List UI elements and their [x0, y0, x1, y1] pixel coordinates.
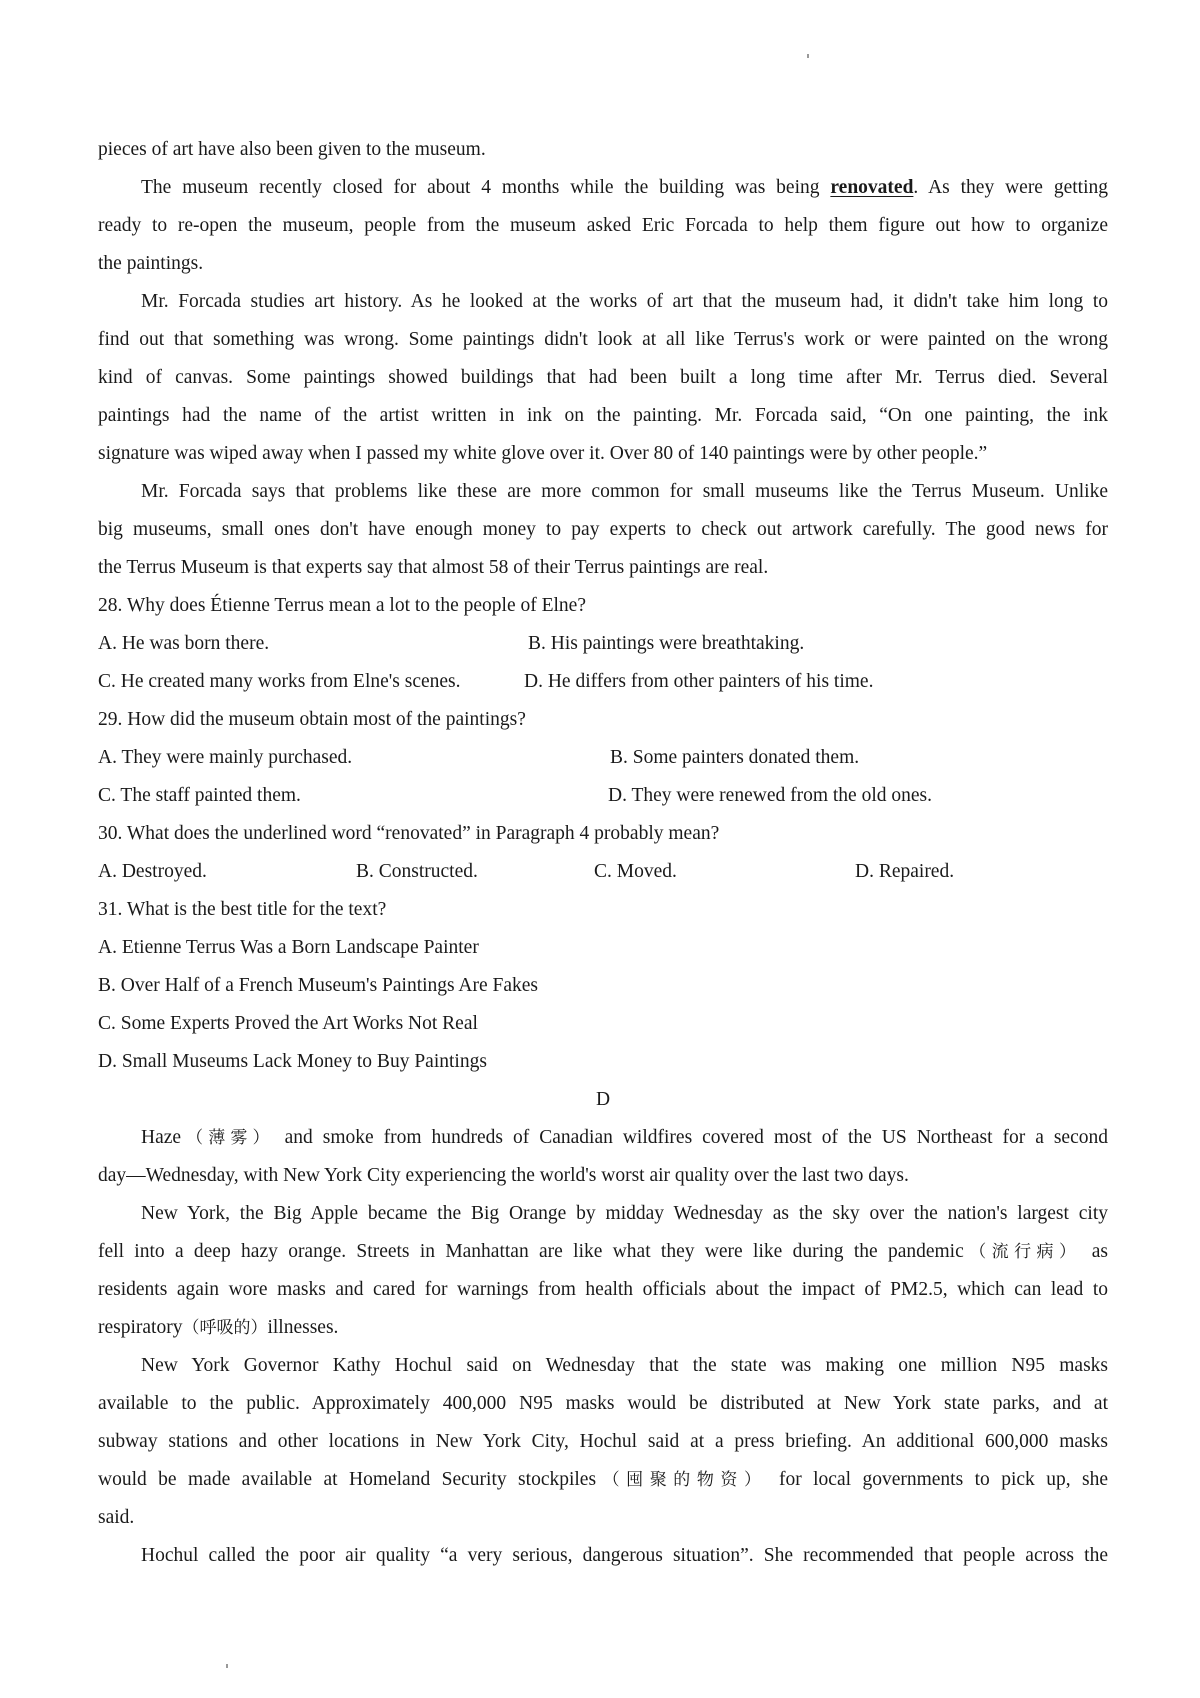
question-31-stem: 31. What is the best title for the text? [98, 899, 387, 920]
passage-d-paragraph-2-line: New York, the Big Apple became the Big Orange by midday Wednesday as the sky over the nation's largest city [141, 1203, 1108, 1224]
question-28-options-row-1 [98, 625, 1108, 663]
passage-d-paragraph-3-line: subway stations and other locations in New York City, Hochul said at a press briefing. An additional 600,000 masks [98, 1431, 1108, 1452]
passage-c-paragraph-end: pieces of art have also been given to the museum. [98, 139, 486, 160]
question-29-stem: 29. How did the museum obtain most of the paintings? [98, 709, 526, 730]
question-30-stem: 30. What does the underlined word “renovated” in Paragraph 4 probably mean? [98, 823, 720, 844]
passage-d-paragraph-1-line: Haze（薄雾） and smoke from hundreds of Canadian wildfires covered most of the US Northeast for a second [141, 1127, 1108, 1148]
passage-d-paragraph-2-line: respiratory（呼吸的）illnesses. [98, 1317, 339, 1338]
passage-c-paragraph-5-line: Mr. Forcada studies art history. As he looked at the works of art that the museum had, it didn't take him long to [141, 291, 1108, 312]
option-d: D. Small Museums Lack Money to Buy Paintings [98, 1051, 487, 1072]
passage-d-paragraph-2-line: fell into a deep hazy orange. Streets in Manhattan are like what they were like during the pandemic（流行病） as [98, 1241, 1109, 1262]
passage-d-paragraph-3-line: available to the public. Approximately 400,000 N95 masks would be distributed at New York state parks, and at [98, 1393, 1108, 1414]
option-c: C. Some Experts Proved the Art Works Not Real [98, 1013, 478, 1034]
option-b: B. Over Half of a French Museum's Paintings Are Fakes [98, 975, 539, 996]
passage-c-paragraph-6-line: Mr. Forcada says that problems like these are more common for small museums like the Terrus Museum. Unlike [141, 481, 1108, 502]
option-d: D. Repaired. [855, 861, 955, 882]
option-b: B. Constructed. [356, 861, 478, 882]
chinese-gloss: （囤聚的物资） [596, 1470, 768, 1490]
passage-c-paragraph-4-line: the paintings. [98, 253, 204, 274]
passage-d-paragraph-3-line: said. [98, 1507, 135, 1528]
option-a: A. Destroyed. [98, 861, 207, 882]
chinese-gloss: （流行病） [963, 1242, 1082, 1262]
passage-d-heading: D [595, 1089, 611, 1110]
question-28-options-row-2 [98, 663, 1108, 701]
option-a: A. They were mainly purchased. [98, 747, 353, 768]
question-29-options-row-1 [98, 739, 1108, 777]
option-b: B. His paintings were breathtaking. [528, 633, 805, 654]
option-a: A. Etienne Terrus Was a Born Landscape Painter [98, 937, 479, 958]
passage-d-paragraph-2-line: residents again wore masks and cared for warnings from health officials about the impact of PM2.5, which can lead to [98, 1279, 1108, 1300]
passage-d-paragraph-3-line: New York Governor Kathy Hochul said on Wednesday that the state was making one million N95 masks [141, 1355, 1108, 1376]
option-d: D. They were renewed from the old ones. [608, 785, 932, 806]
question-28-stem: 28. Why does Étienne Terrus mean a lot to the people of Elne? [98, 595, 586, 616]
passage-c-paragraph-6-line: big museums, small ones don't have enough money to pay experts to check out artwork carefully. The good news for [98, 519, 1108, 540]
chinese-gloss: （薄雾） [181, 1128, 275, 1148]
passage-c-paragraph-5-line: paintings had the name of the artist written in ink on the painting. Mr. Forcada said, “On one painting, the ink [98, 405, 1108, 426]
exam-page [98, 131, 1108, 1575]
underlined-word-renovated: renovated [830, 177, 914, 198]
passage-c-paragraph-5-line: signature was wiped away when I passed my white glove over it. Over 80 of 140 paintings were by other people.” [98, 443, 988, 464]
chinese-gloss: （呼吸的） [182, 1318, 268, 1338]
question-30-options-row [98, 853, 1108, 891]
scan-mark-bottom [226, 1664, 228, 1668]
option-a: A. He was born there. [98, 633, 270, 654]
passage-c-paragraph-6-line: the Terrus Museum is that experts say that almost 58 of their Terrus paintings are real. [98, 557, 769, 578]
passage-c-paragraph-5-line: kind of canvas. Some paintings showed buildings that had been built a long time after Mr. Terrus died. Several [98, 367, 1108, 388]
passage-d-paragraph-4-line: Hochul called the poor air quality “a very serious, dangerous situation”. She recommended that people across the [141, 1545, 1108, 1566]
passage-c-paragraph-4-line: The museum recently closed for about 4 months while the building was being renovated. As they were getting [141, 177, 1108, 198]
option-b: B. Some painters donated them. [610, 747, 860, 768]
passage-d-paragraph-3-line: would be made available at Homeland Security stockpiles（囤聚的物资） for local governments to pick up, she [98, 1469, 1109, 1490]
scan-mark-top [807, 54, 809, 58]
option-c: C. Moved. [594, 861, 677, 882]
option-d: D. He differs from other painters of his time. [524, 671, 874, 692]
option-c: C. He created many works from Elne's scenes. [98, 671, 461, 692]
question-29-options-row-2 [98, 777, 1108, 815]
passage-c-paragraph-4-line: ready to re-open the museum, people from the museum asked Eric Forcada to help them figure out how to organize [98, 215, 1108, 236]
passage-d-paragraph-1-line: day—Wednesday, with New York City experiencing the world's worst air quality over the last two days. [98, 1165, 909, 1186]
passage-c-paragraph-5-line: find out that something was wrong. Some paintings didn't look at all like Terrus's work or were painted on the wrong [98, 329, 1108, 350]
option-c: C. The staff painted them. [98, 785, 301, 806]
